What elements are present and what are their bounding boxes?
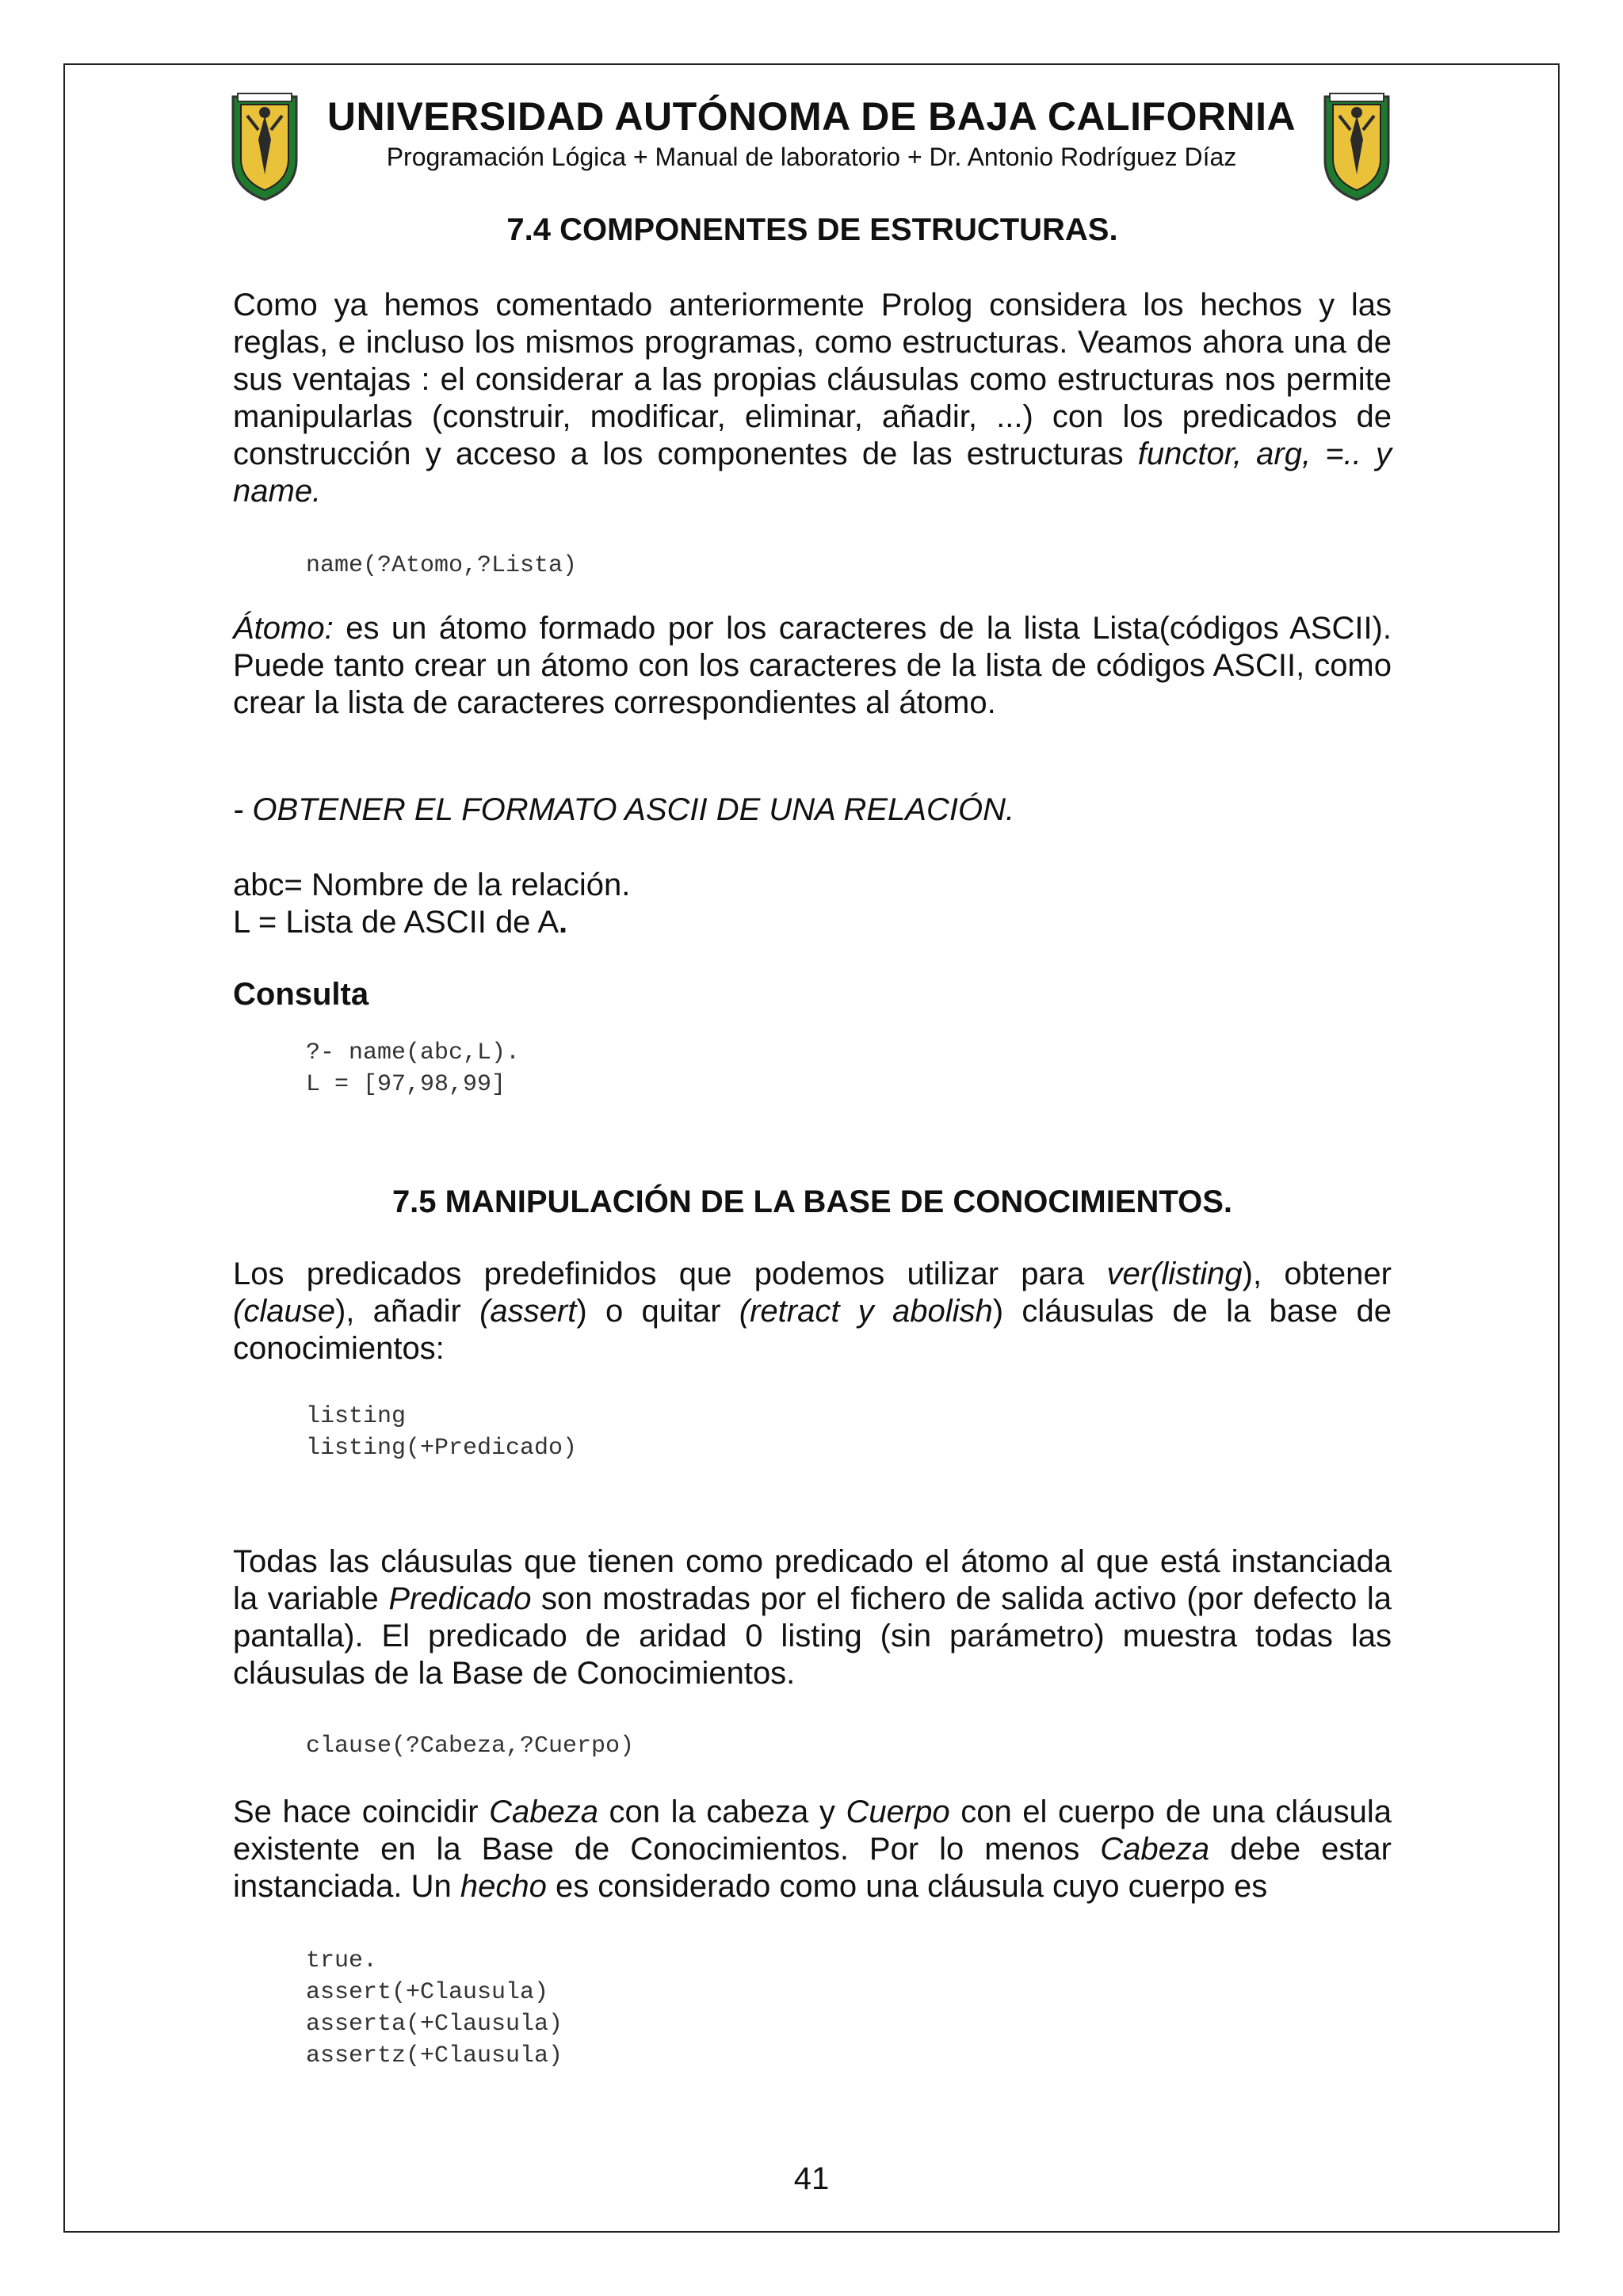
code-listing-1: listing <box>306 1403 407 1430</box>
text-run: ), añadir <box>334 1294 480 1329</box>
text-run: Como ya hemos comentado anteriormente Prolog considera los hechos y las reglas, e incluso los mismos programas, como estructuras. Veamos ahora una de sus ventajas : el considerar a las propias cláusulas como estructuras nos permite manipularlas (construir, modificar, eliminar, añadir, ...) con los predicados de construcción y acceso a los componentes de las estructuras <box>233 288 1392 471</box>
definition-abc: abc= Nombre de la relación. <box>233 868 631 902</box>
code-assertz: assertz(+Clausula) <box>306 2042 563 2069</box>
italic-run: Cuerpo <box>846 1794 950 1829</box>
section-heading-7-5: 7.5 MANIPULACIÓN DE LA BASE DE CONOCIMIENTOS. <box>391 1184 1233 1219</box>
code-true: true. <box>306 1947 378 1974</box>
italic-run: Cabeza <box>489 1794 598 1829</box>
document-subtitle: Programación Lógica + Manual de laboratorio + Dr. Antonio Rodríguez Díaz <box>386 143 1237 171</box>
text-run: L = Lista de ASCII de A <box>233 905 559 940</box>
text-run: Se hace coincidir <box>233 1794 490 1829</box>
section-heading-7-4: 7.4 COMPONENTES DE ESTRUCTURAS. <box>506 212 1118 247</box>
italic-run: Predicado <box>388 1581 532 1616</box>
subheading-ascii-format: - OBTENER EL FORMATO ASCII DE UNA RELACIÓN. <box>233 792 1015 827</box>
italic-run: (retract y abolish <box>739 1294 993 1329</box>
code-name-signature: name(?Atomo,?Lista) <box>306 552 578 579</box>
page-content <box>233 208 1392 2072</box>
definition-L <box>233 904 1392 941</box>
code-asserta: asserta(+Clausula) <box>306 2011 563 2038</box>
page-number: 41 <box>793 2161 830 2196</box>
text-run: es un átomo formado por los caracteres de la lista Lista(códigos ASCII). Puede tanto crear un átomo con los caracteres de la lista de códigos ASCII, como crear la lista de caracteres correspondientes al átomo. <box>233 611 1392 720</box>
code-query-line-2: L = [97,98,99] <box>306 1071 506 1098</box>
italic-run: (assert <box>479 1294 577 1329</box>
italic-atomo-label: Átomo: <box>233 611 334 646</box>
university-title: UNIVERSIDAD AUTÓNOMA DE BAJA CALIFORNIA <box>327 94 1296 139</box>
paragraph-structures-intro <box>233 287 1392 510</box>
italic-run: Cabeza <box>1100 1832 1210 1867</box>
code-listing-2: listing(+Predicado) <box>306 1435 578 1462</box>
code-clause-signature: clause(?Cabeza,?Cuerpo) <box>306 1733 635 1760</box>
text-run: Los predicados predefinidos que podemos utilizar para <box>233 1257 1107 1291</box>
text-run: ) cláusulas de la base de conocimientos: <box>233 1294 1392 1366</box>
text-run: ), obtener <box>1242 1257 1392 1291</box>
text-run: ) o quitar <box>576 1294 739 1329</box>
text-run: con la cabeza y <box>598 1794 846 1829</box>
italic-run: hecho <box>460 1869 547 1904</box>
text-run: Todas las cláusulas que tienen como predicado el átomo al que está instanciada la variable <box>233 1544 1392 1616</box>
text-run: es considerado como una cláusula cuyo cuerpo es <box>546 1869 1268 1904</box>
code-query-line-1: ?- name(abc,L). <box>306 1039 521 1066</box>
paragraph-clause-explanation <box>233 1794 1392 1905</box>
text-run: debe estar instanciada. Un <box>233 1832 1392 1904</box>
text-run: son mostradas por el fichero de salida activo (por defecto la pantalla). El predicado de aridad 0 listing (sin parámetro) muestra todas las cláusulas de la Base de Conocimientos. <box>233 1581 1392 1691</box>
paragraph-predefined-predicates <box>233 1256 1392 1367</box>
code-assert: assert(+Clausula) <box>306 1979 549 2006</box>
consulta-label: Consulta <box>233 977 369 1012</box>
italic-run: (clause <box>233 1294 335 1329</box>
paragraph-atomo-definition <box>233 610 1392 722</box>
italic-predicates: functor, arg, =.. y name. <box>233 437 1392 509</box>
paragraph-listing-explanation <box>233 1543 1392 1692</box>
text-run-bold: . <box>559 905 568 940</box>
text-run: con el cuerpo de una cláusula existente en la Base de Conocimientos. Por lo menos <box>233 1794 1392 1867</box>
italic-run: ver(listing <box>1106 1257 1243 1291</box>
